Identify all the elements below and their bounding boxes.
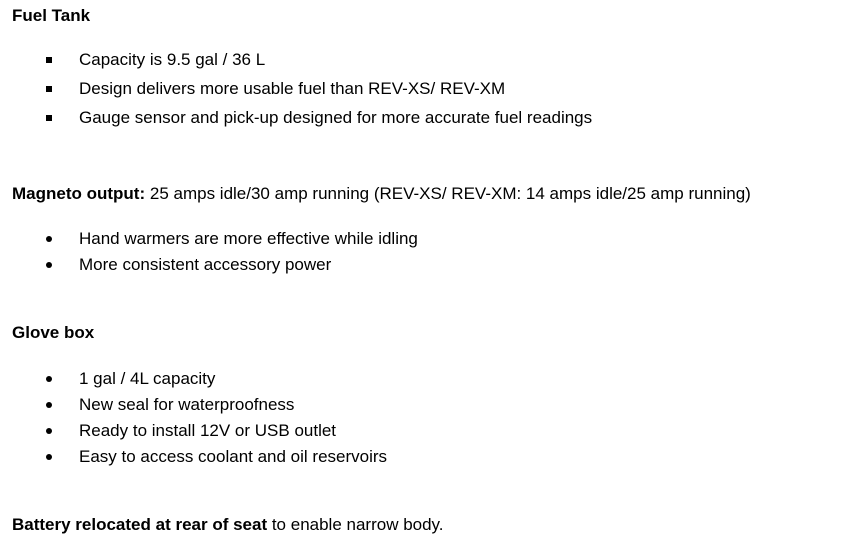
battery-paragraph xyxy=(12,515,444,535)
dot-bullet-icon xyxy=(46,236,52,242)
square-bullet-icon xyxy=(46,115,52,121)
dot-bullet-icon xyxy=(46,428,52,434)
battery-heading: Battery relocated at rear of seat xyxy=(12,515,268,534)
magneto-text: 25 amps idle/30 amp running (REV-XS/ REV-XM: 14 amps idle/25 amp running) xyxy=(145,184,751,203)
dot-bullet-icon xyxy=(46,376,52,382)
fuel-tank-item: Capacity is 9.5 gal / 36 L xyxy=(79,50,266,69)
fuel-tank-item: Gauge sensor and pick-up designed for more accurate fuel readings xyxy=(79,108,593,127)
magneto-heading: Magneto output: xyxy=(12,184,146,203)
glove-box-item: 1 gal / 4L capacity xyxy=(79,369,216,388)
fuel-tank-heading: Fuel Tank xyxy=(12,6,91,25)
battery-text: to enable narrow body. xyxy=(267,515,444,534)
glove-box-item: Ready to install 12V or USB outlet xyxy=(79,421,337,440)
magneto-item: Hand warmers are more effective while idling xyxy=(79,229,418,248)
dot-bullet-icon xyxy=(46,454,52,460)
magneto-item: More consistent accessory power xyxy=(79,255,332,274)
glove-box-item: New seal for waterproofness xyxy=(79,395,295,414)
fuel-tank-item: Design delivers more usable fuel than REV-XS/ REV-XM xyxy=(79,79,506,98)
square-bullet-icon xyxy=(46,57,52,63)
dot-bullet-icon xyxy=(46,402,52,408)
glove-box-item: Easy to access coolant and oil reservoirs xyxy=(79,447,388,466)
glove-box-heading: Glove box xyxy=(12,323,95,342)
square-bullet-icon xyxy=(46,86,52,92)
dot-bullet-icon xyxy=(46,262,52,268)
magneto-paragraph xyxy=(12,184,751,204)
